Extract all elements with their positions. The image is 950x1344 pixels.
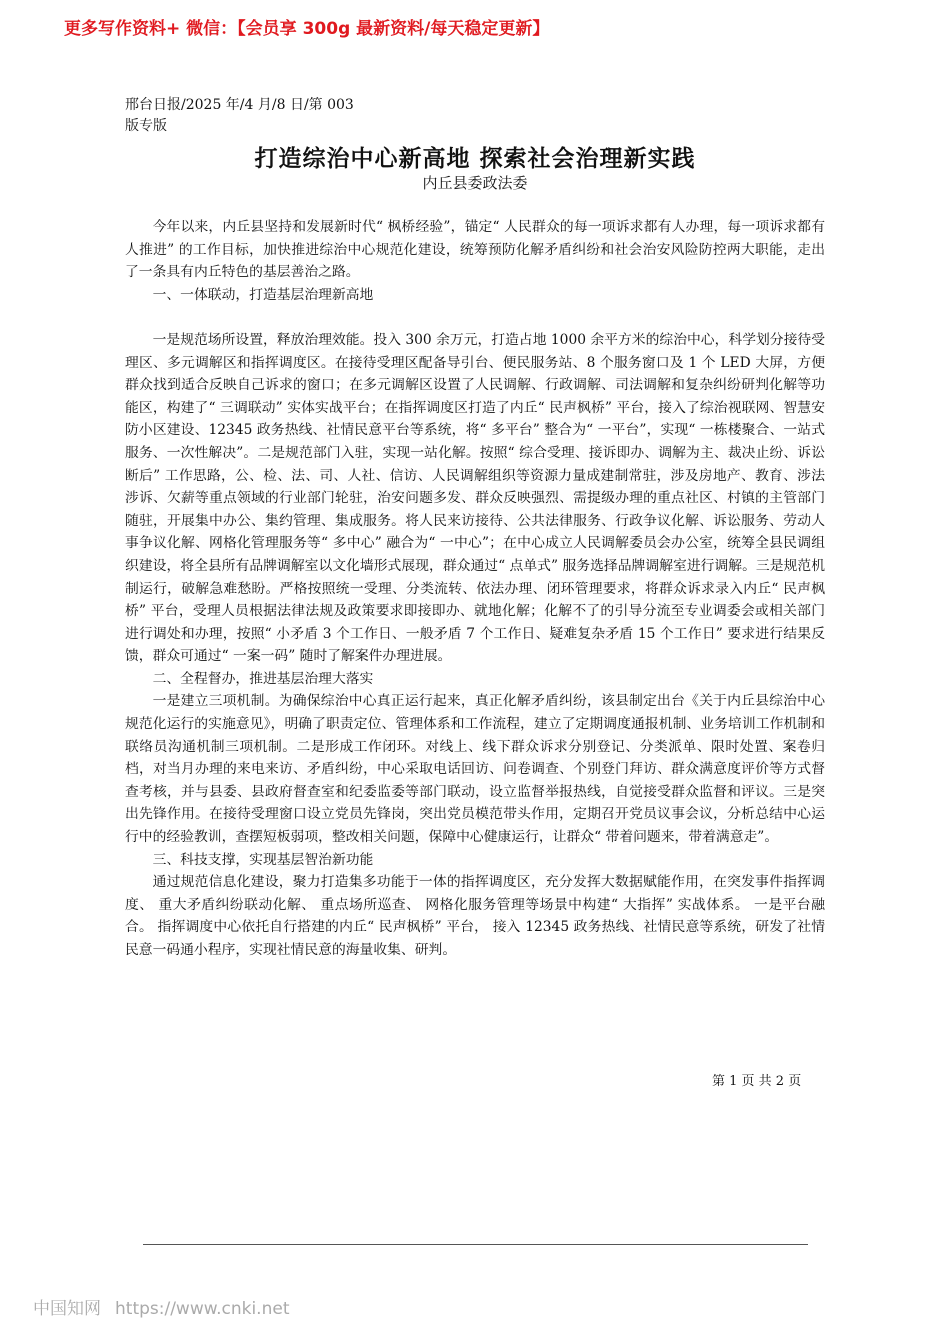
source-line-2: 版专版	[125, 118, 167, 134]
cnki-watermark	[33, 1294, 289, 1319]
section-heading-3: 三、科技支撑，实现基层智治新功能	[152, 851, 374, 868]
source-line-1: 邢台日报/2025 年/4 月/8 日/第 003	[125, 97, 354, 113]
paragraph-section-2: 一是建立三项机制。为确保综治中心真正运行起来，真正化解矛盾纠纷，该县制定出台《关于内丘县综治中心规范化运行的实施意见》，明确了职责定位、管理体系和工作流程，建立了定期调度通报机制、业务培训工作机制和联络员沟通机制三项机制。二是形成工作闭环。对线上、线下群众诉求分别登记、分类派单、限时处置、案卷归档，对当月办理的来电来访、矛盾纠纷，中心采取电话回访、问卷调查、个别登门拜访、群众满意度评价等方式督查考核，并与县委、县政府督查室和纪委监委等部门联动，设立监督举报热线，自觉接受群众监督和评议。三是突出先锋作用。在接待受理窗口设立党员先锋岗，突出党员模范带头作用，定期召开党员议事会议，分析总结中心运行中的经验教训，查摆短板弱项，整改相关问题，保障中心健康运行，让群众“ 带着问题来，带着满意走”。	[125, 693, 825, 846]
article-body	[125, 216, 825, 962]
paragraph-section-1: 一是规范场所设置，释放治理效能。投入 300 余万元，打造占地 1000 余平方米的综治中心，科学划分接待受理区、多元调解区和指挥调度区。在接待受理区配备导引台、便民服务站、8 个服务窗口及 1 个 LED 大屏，方便群众找到适合反映自己诉求的窗口；在多元调解区设置了人民调解、行政调解、司法调解和复杂纠纷研判化解等功能区，构建了“ 三调联动” 实体实战平台；在指挥调度区打造了内丘“ 民声枫桥” 平台，接入了综治视联网、智慧安防小区建设、12345 政务热线、社情民意平台等系统，将“ 多平台” 整合为“ 一平台”，实现“ 一栋楼聚合、一站式服务、一次性解决”。二是规范部门入驻，实现一站化解。按照“ 综合受理、接诉即办、调解为主、裁决止纷、诉讼断后” 工作思路，公、检、法、司、人社、信访、人民调解组织等资源力量成建制常驻，涉及房地产、教育、涉法涉诉、欠薪等重点领域的行业部门轮驻，治安问题多发、群众反映强烈、需提级办理的重点社区、村镇的主管部门随驻，开展集中办公、集约管理、集成服务。将人民来访接待、公共法律服务、行政争议化解、诉讼服务、劳动人事争议化解、网格化管理服务等“ 多中心” 融合为“ 一中心”；在中心成立人民调解委员会办公室，统筹全县民调组织建设，将全县所有品牌调解室以文化墙形式展现，群众通过“ 点单式” 服务选择品牌调解室进行调解。三是规范机制运行，破解急难愁盼。严格按照统一受理、分类流转、依法办理、闭环管理要求，将群众诉求录入内丘“ 民声枫桥” 平台，受理人员根据法律法规及政策要求即接即办、就地化解；化解不了的引导分流至专业调委会或相关部门进行调处和办理，按照“ 小矛盾 3 个工作日、一般矛盾 7 个工作日、疑难复杂矛盾 15 个工作日” 要求进行结果反馈，群众可通过“ 一案一码” 随时了解案件办理进展。	[125, 331, 825, 665]
section-heading-1: 一、一体联动，打造基层治理新高地	[152, 286, 374, 303]
page-number: 第 1 页 共 2 页	[712, 1074, 802, 1089]
article-author: 内丘县委政法委	[422, 174, 528, 192]
footer-divider	[143, 1244, 808, 1245]
article-title: 打造综治中心新高地 探索社会治理新实践	[254, 146, 696, 172]
watermark-name: 中国知网	[33, 1299, 101, 1319]
source-info	[125, 95, 425, 137]
paragraph-intro: 今年以来，内丘县坚持和发展新时代“ 枫桥经验”，锚定“ 人民群众的每一项诉求都有人办理，每一项诉求都有人推进” 的工作目标，加快推进综治中心规范化建设，统筹预防化解矛盾纠纷和社会治安风险防控两大职能，走出了一条具有内丘特色的基层善治之路。	[125, 219, 825, 281]
watermark-url: https://www.cnki.net	[115, 1299, 290, 1319]
promo-banner: 更多写作资料+ 微信：【会员享 300g 最新资料/每天稳定更新】	[64, 19, 550, 39]
section-heading-2: 二、全程督办，推进基层治理大落实	[152, 670, 374, 687]
paragraph-section-3: 通过规范信息化建设，聚力打造集多功能于一体的指挥调度区，充分发挥大数据赋能作用，在突发事件指挥调度、 重大矛盾纠纷联动化解、 重点场所巡查、 网格化服务管理等场景中构建“ 大指挥” 实战体系。 一是平台融合。 指挥调度中心依托自行搭建的内丘“ 民声枫桥” 平台， 接入 12345 政务热线、社情民意等系统，研发了社情民意一码通小程序，实现社情民意的海量收集、研判。	[125, 874, 825, 958]
